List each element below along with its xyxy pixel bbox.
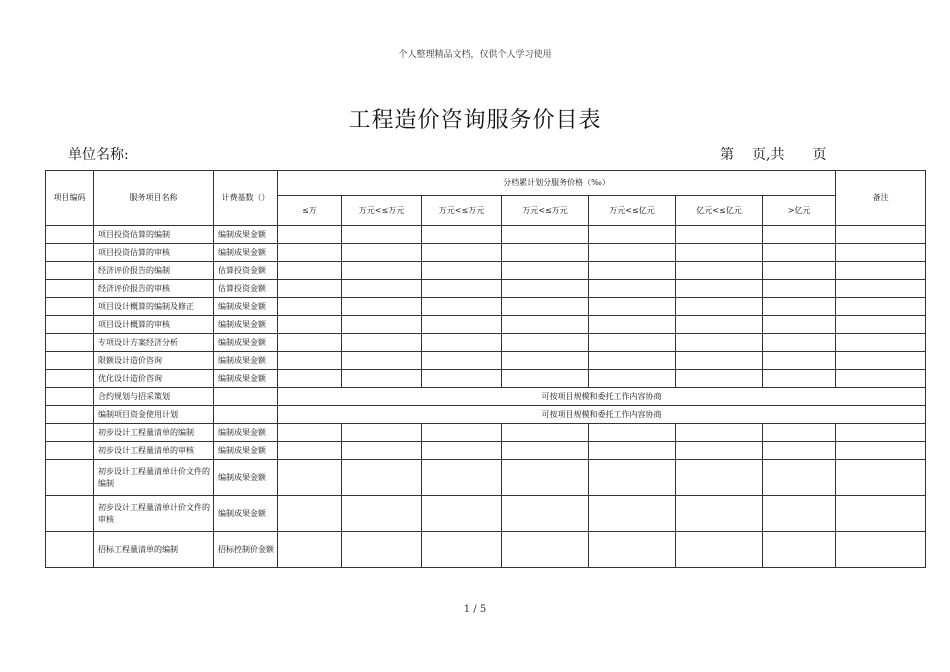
row-price-cell <box>342 334 422 352</box>
row-price-cell <box>763 532 836 568</box>
row-code-cell <box>46 406 94 424</box>
row-merged-note: 可按项目规模和委托工作内容协商 <box>278 388 926 406</box>
row-price-cell <box>422 244 502 262</box>
row-price-cell <box>676 226 763 244</box>
row-remark-cell <box>836 424 926 442</box>
row-price-cell <box>278 460 342 496</box>
row-price-cell <box>502 532 589 568</box>
price-table <box>45 170 926 568</box>
row-price-cell <box>342 262 422 280</box>
row-price-cell <box>763 226 836 244</box>
row-remark-cell <box>836 496 926 532</box>
row-price-cell <box>502 334 589 352</box>
row-price-cell <box>589 334 676 352</box>
table-row <box>46 388 926 406</box>
row-name-cell: 经济评价报告的审核 <box>94 280 214 298</box>
row-price-cell <box>422 532 502 568</box>
row-price-cell <box>502 262 589 280</box>
row-basis-cell: 编制成果金额 <box>214 370 278 388</box>
row-price-cell <box>342 316 422 334</box>
table-row <box>46 442 926 460</box>
row-merged-note: 可按项目规模和委托工作内容协商 <box>278 406 926 424</box>
header-tier-2: 万元<≤万元 <box>422 196 502 226</box>
table-row <box>46 226 926 244</box>
row-basis-cell: 编制成果金额 <box>214 316 278 334</box>
row-price-cell <box>342 298 422 316</box>
row-price-cell <box>502 298 589 316</box>
header-tier-3: 万元<≤万元 <box>502 196 589 226</box>
table-row <box>46 370 926 388</box>
row-remark-cell <box>836 244 926 262</box>
row-price-cell <box>763 496 836 532</box>
row-code-cell <box>46 532 94 568</box>
row-price-cell <box>589 532 676 568</box>
header-name: 服务项目名称 <box>94 171 214 226</box>
row-price-cell <box>589 244 676 262</box>
row-price-cell <box>763 298 836 316</box>
table-row <box>46 352 926 370</box>
row-price-cell <box>502 442 589 460</box>
row-price-cell <box>422 352 502 370</box>
header-note: 个人整理精品文档，仅供个人学习使用 <box>398 50 552 60</box>
row-code-cell <box>46 262 94 280</box>
row-price-cell <box>502 244 589 262</box>
row-price-cell <box>589 262 676 280</box>
row-price-cell <box>422 442 502 460</box>
row-price-cell <box>422 424 502 442</box>
row-price-cell <box>676 334 763 352</box>
row-price-cell <box>342 460 422 496</box>
row-name-cell: 项目投资估算的编制 <box>94 226 214 244</box>
row-basis-cell: 估算投资金额 <box>214 280 278 298</box>
row-remark-cell <box>836 262 926 280</box>
row-price-cell <box>278 298 342 316</box>
table-row <box>46 496 926 532</box>
row-price-cell <box>342 370 422 388</box>
page-di: 第 <box>720 147 734 163</box>
table-row <box>46 460 926 496</box>
row-price-cell <box>422 298 502 316</box>
header-tier-group: 分档累计划分服务价格（‰） <box>278 171 836 196</box>
row-price-cell <box>676 424 763 442</box>
unit-name-label: 单位名称: <box>68 147 129 163</box>
row-code-cell <box>46 460 94 496</box>
row-price-cell <box>676 298 763 316</box>
header-tier-5: 亿元<≤亿元 <box>676 196 763 226</box>
row-price-cell <box>589 298 676 316</box>
table-row <box>46 280 926 298</box>
row-price-cell <box>278 532 342 568</box>
row-price-cell <box>342 280 422 298</box>
row-price-cell <box>676 244 763 262</box>
header-remark: 备注 <box>836 171 926 226</box>
row-price-cell <box>278 496 342 532</box>
row-basis-cell: 编制成果金额 <box>214 496 278 532</box>
table-row <box>46 262 926 280</box>
row-basis-cell: 编制成果金额 <box>214 244 278 262</box>
row-price-cell <box>342 442 422 460</box>
row-price-cell <box>278 424 342 442</box>
row-price-cell <box>502 496 589 532</box>
row-price-cell <box>763 442 836 460</box>
row-price-cell <box>278 226 342 244</box>
row-price-cell <box>342 496 422 532</box>
row-price-cell <box>502 280 589 298</box>
header-tier-4: 万元<≤亿元 <box>589 196 676 226</box>
table-row <box>46 424 926 442</box>
page-count-label <box>720 144 826 164</box>
row-price-cell <box>342 244 422 262</box>
row-remark-cell <box>836 316 926 334</box>
row-price-cell <box>676 496 763 532</box>
row-price-cell <box>589 370 676 388</box>
row-name-cell: 编制项目资金使用计划 <box>94 406 214 424</box>
row-price-cell <box>342 424 422 442</box>
row-price-cell <box>502 370 589 388</box>
row-code-cell <box>46 334 94 352</box>
row-price-cell <box>278 280 342 298</box>
row-price-cell <box>589 496 676 532</box>
row-code-cell <box>46 370 94 388</box>
row-basis-cell: 编制成果金额 <box>214 424 278 442</box>
row-price-cell <box>763 370 836 388</box>
row-price-cell <box>278 442 342 460</box>
row-price-cell <box>589 442 676 460</box>
row-price-cell <box>502 226 589 244</box>
row-price-cell <box>502 424 589 442</box>
row-price-cell <box>422 262 502 280</box>
row-name-cell: 合约规划与招采策划 <box>94 388 214 406</box>
row-basis-cell: 编制成果金额 <box>214 460 278 496</box>
row-price-cell <box>342 352 422 370</box>
row-price-cell <box>763 460 836 496</box>
row-price-cell <box>676 280 763 298</box>
page-gong: 共 <box>770 147 785 163</box>
table-row <box>46 334 926 352</box>
row-basis-cell: 编制成果金额 <box>214 442 278 460</box>
row-remark-cell <box>836 532 926 568</box>
header-basis: 计费基数（） <box>214 171 278 226</box>
row-price-cell <box>422 334 502 352</box>
row-price-cell <box>278 262 342 280</box>
row-code-cell <box>46 280 94 298</box>
page-title: 工程造价咨询服务价目表 <box>348 108 602 133</box>
row-basis-cell: 编制成果金额 <box>214 352 278 370</box>
row-price-cell <box>589 352 676 370</box>
row-code-cell <box>46 424 94 442</box>
row-price-cell <box>676 532 763 568</box>
table-row <box>46 406 926 424</box>
row-price-cell <box>278 370 342 388</box>
row-name-cell: 初步设计工程量清单的编制 <box>94 424 214 442</box>
row-price-cell <box>422 316 502 334</box>
row-price-cell <box>763 424 836 442</box>
page-number: 1 / 5 <box>463 604 487 615</box>
row-price-cell <box>502 316 589 334</box>
row-remark-cell <box>836 370 926 388</box>
row-price-cell <box>278 334 342 352</box>
row-name-cell: 初步设计工程量清单计价文件的审核 <box>94 496 214 532</box>
row-basis-cell: 编制成果金额 <box>214 226 278 244</box>
row-price-cell <box>422 460 502 496</box>
table-row <box>46 244 926 262</box>
row-remark-cell <box>836 352 926 370</box>
table-row <box>46 316 926 334</box>
row-price-cell <box>278 244 342 262</box>
header-code: 项目编码 <box>46 171 94 226</box>
row-basis-cell: 编制成果金额 <box>214 298 278 316</box>
row-price-cell <box>676 352 763 370</box>
page-ye1: 页, <box>752 147 771 163</box>
row-code-cell <box>46 442 94 460</box>
row-basis-cell <box>214 406 278 424</box>
row-name-cell: 经济评价报告的编制 <box>94 262 214 280</box>
row-price-cell <box>342 532 422 568</box>
row-code-cell <box>46 496 94 532</box>
row-name-cell: 初步设计工程量清单计价文件的编制 <box>94 460 214 496</box>
row-price-cell <box>763 334 836 352</box>
row-code-cell <box>46 226 94 244</box>
row-code-cell <box>46 316 94 334</box>
row-remark-cell <box>836 334 926 352</box>
row-name-cell: 项目设计概算的编制及修正 <box>94 298 214 316</box>
row-remark-cell <box>836 280 926 298</box>
row-price-cell <box>763 316 836 334</box>
row-price-cell <box>676 262 763 280</box>
row-name-cell: 初步设计工程量清单的审核 <box>94 442 214 460</box>
row-price-cell <box>676 370 763 388</box>
row-price-cell <box>676 460 763 496</box>
row-basis-cell <box>214 388 278 406</box>
row-remark-cell <box>836 298 926 316</box>
row-name-cell: 招标工程量清单的编制 <box>94 532 214 568</box>
row-price-cell <box>422 496 502 532</box>
row-price-cell <box>342 226 422 244</box>
row-remark-cell <box>836 442 926 460</box>
row-price-cell <box>589 460 676 496</box>
row-code-cell <box>46 388 94 406</box>
row-price-cell <box>676 442 763 460</box>
row-basis-cell: 编制成果金额 <box>214 334 278 352</box>
row-price-cell <box>763 262 836 280</box>
row-name-cell: 优化设计造价咨询 <box>94 370 214 388</box>
row-price-cell <box>589 280 676 298</box>
header-tier-6: >亿元 <box>763 196 836 226</box>
row-price-cell <box>676 316 763 334</box>
row-price-cell <box>589 424 676 442</box>
row-price-cell <box>422 226 502 244</box>
row-name-cell: 专项设计方案经济分析 <box>94 334 214 352</box>
row-price-cell <box>763 280 836 298</box>
row-basis-cell: 估算投资金额 <box>214 262 278 280</box>
header-tier-0: ≤万 <box>278 196 342 226</box>
row-name-cell: 项目设计概算的审核 <box>94 316 214 334</box>
table-row <box>46 298 926 316</box>
row-code-cell <box>46 352 94 370</box>
row-price-cell <box>422 280 502 298</box>
row-price-cell <box>763 244 836 262</box>
row-price-cell <box>502 460 589 496</box>
row-price-cell <box>278 352 342 370</box>
row-code-cell <box>46 298 94 316</box>
row-price-cell <box>763 352 836 370</box>
row-price-cell <box>502 352 589 370</box>
row-remark-cell <box>836 226 926 244</box>
row-remark-cell <box>836 460 926 496</box>
row-basis-cell: 招标控制价金额 <box>214 532 278 568</box>
row-name-cell: 限额设计造价咨询 <box>94 352 214 370</box>
row-price-cell <box>422 370 502 388</box>
table-row <box>46 532 926 568</box>
row-price-cell <box>278 316 342 334</box>
page-ye2: 页 <box>812 147 827 163</box>
row-code-cell <box>46 244 94 262</box>
header-tier-1: 万元<≤万元 <box>342 196 422 226</box>
row-price-cell <box>589 226 676 244</box>
row-price-cell <box>589 316 676 334</box>
row-name-cell: 项目投资估算的审核 <box>94 244 214 262</box>
